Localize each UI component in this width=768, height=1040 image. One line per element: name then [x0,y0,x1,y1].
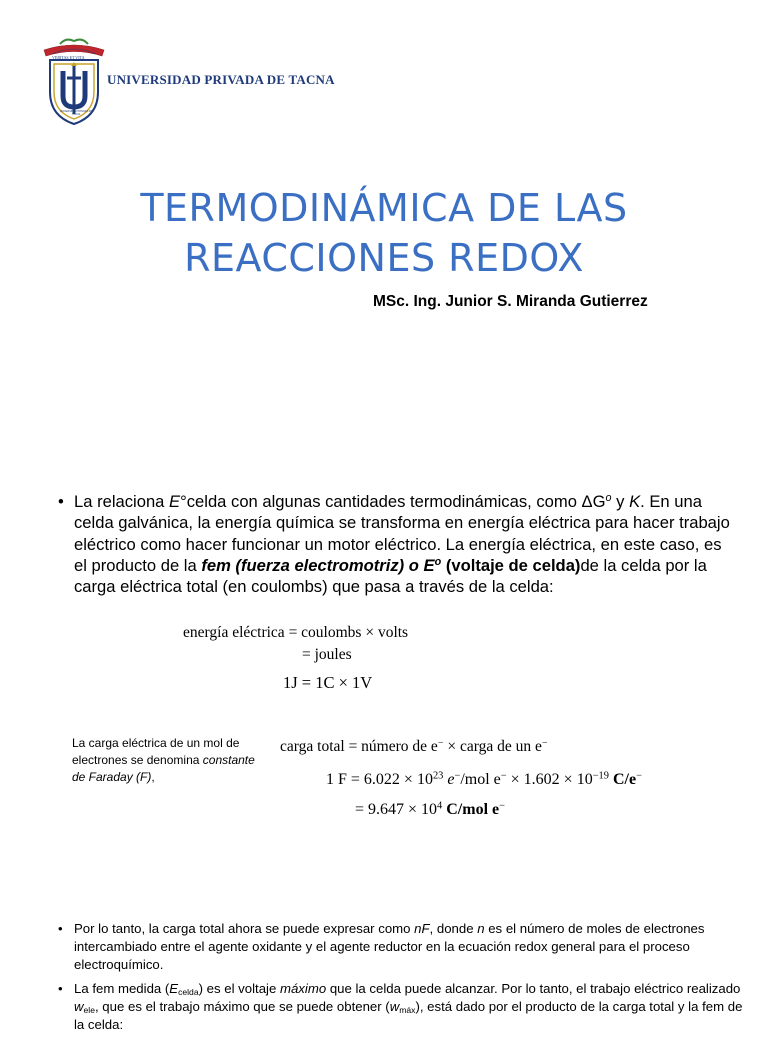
equation-joules: = joules [302,646,352,663]
equation-energy: energía eléctrica = coulombs × volts [183,624,409,641]
logo-motto: VERITAS ET VITA [52,55,85,60]
author-name: MSc. Ing. Junior S. Miranda Gutierrez [373,293,648,310]
main-bullet-list [58,491,730,597]
logo-ring-text: UNIVERSIDAD PRIVADA DE TACNA [59,110,93,116]
equation-total-charge: carga total = número de e− × carga de un e− [280,737,548,755]
bullet-item: • La relaciona E°celda con algunas cantidades termodinámicas, como $\Delta G^o$ y K. En una celda galvánica, la energía química se transforma en energía eléctrica para hacer trabajo eléctrico como hacer funcionar un motor eléctrico. La energía eléctrica, en este caso, es el producto de la fem (fuerza electromotriz) o $E^o$ (voltaje de celda)de la celda por la carga eléctrica total (en coulombs) que pasa a través de la celda: [58,491,730,597]
page-title [0,183,768,283]
secondary-bullet-list [58,920,748,1040]
equation-faraday: 1 $F = 6.022 \times 10^{23}$ e−/mol $e^- \times 1.602 \times 10^{-19}$ C/e− [326,770,642,788]
bullet-item: • Por lo tanto, la carga total ahora se puede expresar como nF, donde n es el número de moles de electrones intercambiado entre el agente oxidante y el agente reductor en la ecuación redox general para el proceso electroquímico. [58,920,748,974]
university-name: UNIVERSIDAD PRIVADA DE TACNA [107,72,335,87]
equation-units: 1J = 1C × 1V [283,673,373,692]
equation-faraday-value: = $9.647 \times 10^4$ C/mol e− [355,800,505,818]
title-line-2: REACCIONES REDOX [184,236,584,280]
bullet-item: • La fem medida $(E_{celda})$ es el voltaje máximo que la celda puede alcanzar. Por lo tanto, el trabajo eléctrico realizado $w_{ele}$, que es el trabajo máximo que se puede obtener $(w_{máx})$, está dado por el producto de la carga total y la fem de la celda: [58,980,748,1034]
title-line-1: TERMODINÁMICA DE LAS [140,186,628,230]
faraday-note: La carga eléctrica de un mol de electrones se denomina constante de Faraday (F), [72,736,255,784]
